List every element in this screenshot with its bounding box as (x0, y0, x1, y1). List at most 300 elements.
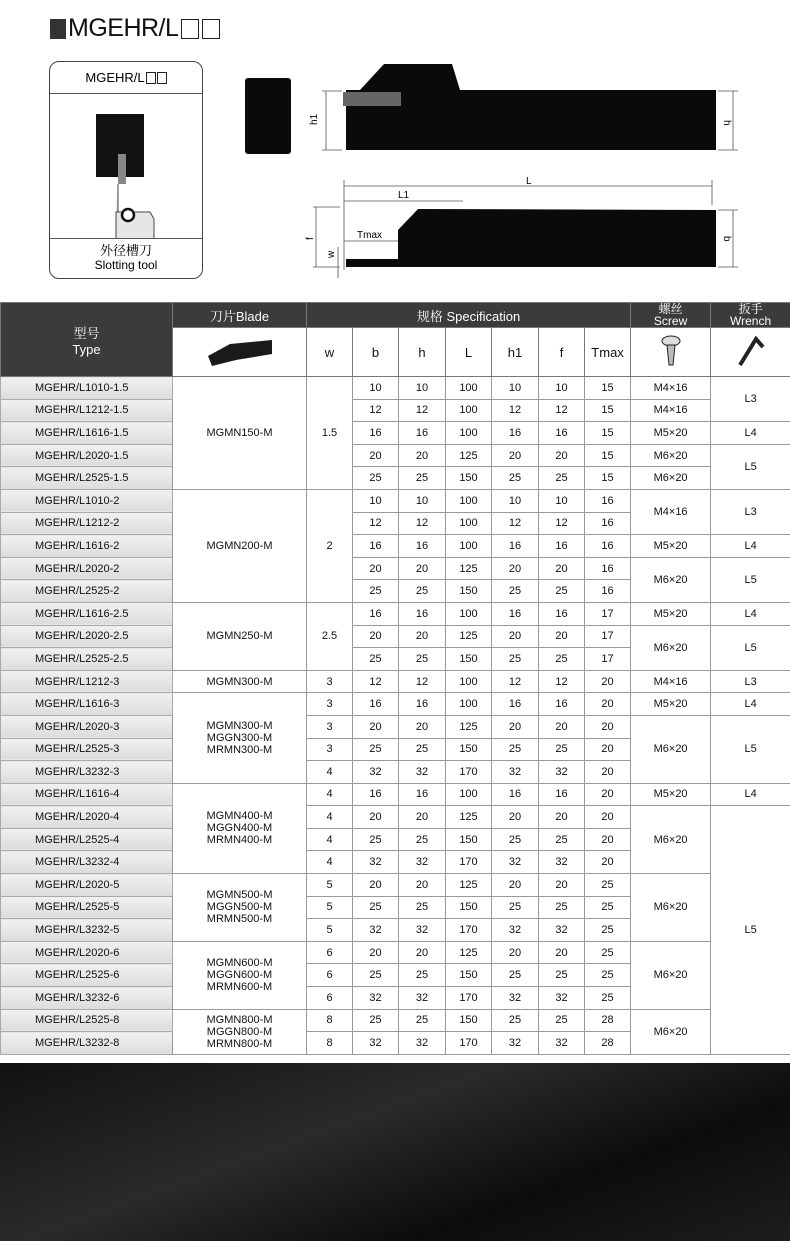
wrench-cell: L3 (711, 670, 790, 693)
spec-cell: 16 (585, 557, 631, 580)
spec-cell: 12 (353, 399, 399, 422)
spec-cell: 25 (399, 580, 446, 603)
wrench-cell: L4 (711, 693, 790, 716)
dim-tmax: Tmax (357, 230, 382, 241)
type-cell: MGEHR/L3232-8 (1, 1032, 173, 1055)
type-cell: MGEHR/L1010-2 (1, 489, 173, 512)
spec-cell: 20 (353, 557, 399, 580)
spec-cell: 25 (353, 964, 399, 987)
w-cell: 4 (307, 761, 353, 784)
spec-cell: 20 (539, 557, 585, 580)
spec-cell: 25 (539, 1009, 585, 1032)
spec-cell: 20 (399, 715, 446, 738)
spec-cell: 32 (353, 987, 399, 1010)
type-cell: MGEHR/L2525-2 (1, 580, 173, 603)
dim-b: b (721, 236, 732, 242)
spec-cell: 25 (492, 1009, 539, 1032)
spec-cell: 16 (539, 422, 585, 445)
spec-cell: 15 (585, 377, 631, 400)
spec-cell: 12 (492, 399, 539, 422)
spec-cell: 150 (446, 648, 492, 671)
spec-cell: 25 (492, 738, 539, 761)
screw-cell: M6×20 (631, 1009, 711, 1054)
blade-cell: MGMN800-M MGGN800-M MRMN800-M (173, 1009, 307, 1054)
wrench-cell: L5 (711, 715, 790, 783)
screw-cell: M6×20 (631, 444, 711, 467)
screw-cell: M4×16 (631, 377, 711, 400)
type-cell: MGEHR/L1010-1.5 (1, 377, 173, 400)
spec-cell: 170 (446, 1032, 492, 1055)
table-row (1, 557, 790, 580)
spec-cell: 25 (399, 828, 446, 851)
type-cell: MGEHR/L1616-4 (1, 783, 173, 806)
w-cell: 4 (307, 806, 353, 829)
spec-cell: 16 (492, 602, 539, 625)
spec-cell: 170 (446, 851, 492, 874)
spec-cell: 150 (446, 896, 492, 919)
spec-cell: 25 (585, 964, 631, 987)
blade-cell: MGMN500-M MGGN500-M MRMN500-M (173, 874, 307, 942)
spec-cell: 20 (539, 941, 585, 964)
type-cell: MGEHR/L3232-5 (1, 919, 173, 942)
spec-cell: 28 (585, 1009, 631, 1032)
spec-cell: 10 (399, 377, 446, 400)
spec-cell: 25 (353, 648, 399, 671)
screw-cell: M6×20 (631, 941, 711, 1009)
dim-f: f (305, 237, 316, 240)
spec-cell: 16 (492, 535, 539, 558)
table-row (1, 625, 790, 648)
spec-cell: 32 (399, 987, 446, 1010)
spec-cell: 12 (353, 512, 399, 535)
spec-cell: 20 (353, 941, 399, 964)
spec-cell: 32 (539, 851, 585, 874)
spec-cell: 25 (492, 467, 539, 490)
table-row (1, 399, 790, 422)
spec-cell: 100 (446, 693, 492, 716)
spec-cell: 100 (446, 535, 492, 558)
spec-cell: 100 (446, 377, 492, 400)
spec-table (0, 302, 790, 1055)
spec-cell: 16 (353, 422, 399, 445)
spec-cell: 16 (353, 602, 399, 625)
spec-cell: 100 (446, 512, 492, 535)
spec-cell: 100 (446, 399, 492, 422)
spec-cell: 20 (585, 806, 631, 829)
spec-cell: 100 (446, 602, 492, 625)
type-cell: MGEHR/L2020-2 (1, 557, 173, 580)
dim-L: L (526, 176, 532, 187)
spec-cell: 32 (399, 919, 446, 942)
type-cell: MGEHR/L2020-2.5 (1, 625, 173, 648)
spec-cell: 32 (399, 851, 446, 874)
type-cell: MGEHR/L1212-1.5 (1, 399, 173, 422)
spec-cell: 15 (585, 467, 631, 490)
spec-cell: 20 (585, 738, 631, 761)
spec-cell: 125 (446, 444, 492, 467)
screw-cell: M5×20 (631, 535, 711, 558)
blade-cell: MGMN250-M (173, 602, 307, 670)
w-cell: 5 (307, 896, 353, 919)
spec-cell: 20 (585, 851, 631, 874)
spec-cell: 150 (446, 467, 492, 490)
type-cell: MGEHR/L1212-2 (1, 512, 173, 535)
spec-cell: 32 (353, 1032, 399, 1055)
spec-cell: 125 (446, 941, 492, 964)
spec-cell: 32 (492, 1032, 539, 1055)
spec-cell: 20 (399, 625, 446, 648)
spec-cell: 100 (446, 422, 492, 445)
spec-cell: 20 (492, 715, 539, 738)
table-row (1, 602, 790, 625)
spec-cell: 20 (585, 715, 631, 738)
side-view (346, 64, 716, 150)
spec-cell: 20 (353, 625, 399, 648)
spec-cell: 16 (539, 535, 585, 558)
spec-cell: 17 (585, 602, 631, 625)
wrench-cell: L4 (711, 422, 790, 445)
spec-cell: 25 (399, 648, 446, 671)
spec-cell: 32 (399, 761, 446, 784)
w-cell: 3 (307, 738, 353, 761)
col-L: L (446, 328, 492, 377)
spec-cell: 32 (492, 987, 539, 1010)
table-row (1, 874, 790, 897)
spec-cell: 25 (539, 964, 585, 987)
screw-icon (631, 328, 711, 377)
dim-h1: h1 (309, 113, 320, 125)
spec-cell: 10 (539, 377, 585, 400)
spec-cell: 25 (353, 580, 399, 603)
spec-cell: 16 (399, 422, 446, 445)
spec-cell: 170 (446, 919, 492, 942)
screw-cell: M6×20 (631, 715, 711, 783)
w-cell: 1.5 (307, 377, 353, 490)
spec-cell: 20 (353, 715, 399, 738)
w-cell: 2.5 (307, 602, 353, 670)
spec-cell: 25 (539, 580, 585, 603)
spec-cell: 20 (399, 557, 446, 580)
spec-cell: 20 (399, 874, 446, 897)
spec-cell: 25 (492, 580, 539, 603)
col-f: f (539, 328, 585, 377)
blade-cell: MGMN300-M (173, 670, 307, 693)
spec-cell: 25 (399, 896, 446, 919)
spec-cell: 16 (353, 535, 399, 558)
spec-cell: 16 (539, 783, 585, 806)
top-view (346, 209, 716, 267)
spec-cell: 16 (353, 783, 399, 806)
spec-cell: 170 (446, 987, 492, 1010)
spec-cell: 12 (353, 670, 399, 693)
spec-cell: 32 (492, 919, 539, 942)
spec-cell: 10 (492, 489, 539, 512)
col-h1: h1 (492, 328, 539, 377)
spec-cell: 125 (446, 806, 492, 829)
spec-cell: 16 (492, 693, 539, 716)
card-title: MGEHR/L (85, 70, 145, 85)
type-cell: MGEHR/L3232-6 (1, 987, 173, 1010)
spec-cell: 150 (446, 964, 492, 987)
spec-cell: 10 (539, 489, 585, 512)
type-cell: MGEHR/L2020-6 (1, 941, 173, 964)
spec-cell: 25 (585, 987, 631, 1010)
type-cell: MGEHR/L2525-5 (1, 896, 173, 919)
w-cell: 8 (307, 1009, 353, 1032)
spec-cell: 20 (539, 874, 585, 897)
spec-cell: 16 (353, 693, 399, 716)
spec-cell: 32 (539, 761, 585, 784)
type-cell: MGEHR/L2525-6 (1, 964, 173, 987)
w-cell: 4 (307, 851, 353, 874)
spec-cell: 20 (353, 806, 399, 829)
spec-cell: 25 (585, 919, 631, 942)
spec-cell: 17 (585, 648, 631, 671)
type-cell: MGEHR/L2020-4 (1, 806, 173, 829)
screw-cell: M6×20 (631, 874, 711, 942)
spec-cell: 25 (399, 467, 446, 490)
table-row (1, 806, 790, 829)
spec-cell: 100 (446, 670, 492, 693)
spec-cell: 25 (539, 896, 585, 919)
spec-cell: 16 (585, 535, 631, 558)
spec-cell: 25 (539, 467, 585, 490)
wrench-cell: L5 (711, 625, 790, 670)
screw-cell: M6×20 (631, 625, 711, 670)
w-cell: 6 (307, 941, 353, 964)
table-row (1, 941, 790, 964)
spec-cell: 25 (492, 964, 539, 987)
table-row (1, 377, 790, 400)
blade-cell: MGMN300-M MGGN300-M MRMN300-M (173, 693, 307, 783)
spec-cell: 12 (492, 512, 539, 535)
col-tmax: Tmax (585, 328, 631, 377)
spec-cell: 100 (446, 783, 492, 806)
type-cell: MGEHR/L2020-3 (1, 715, 173, 738)
spec-cell: 25 (399, 1009, 446, 1032)
spec-cell: 17 (585, 625, 631, 648)
spec-cell: 10 (353, 377, 399, 400)
spec-cell: 150 (446, 738, 492, 761)
spec-cell: 20 (492, 625, 539, 648)
table-row (1, 715, 790, 738)
w-cell: 5 (307, 874, 353, 897)
blade-cell: MGMN400-M MGGN400-M MRMN400-M (173, 783, 307, 873)
spec-cell: 20 (492, 557, 539, 580)
type-cell: MGEHR/L3232-4 (1, 851, 173, 874)
header-spec: 规格 Specification (307, 303, 631, 328)
spec-cell: 15 (585, 399, 631, 422)
wrench-cell: L5 (711, 806, 790, 1055)
wrench-cell: L5 (711, 557, 790, 602)
spec-cell: 12 (399, 512, 446, 535)
spec-cell: 20 (539, 444, 585, 467)
blade-image (173, 328, 307, 377)
type-cell: MGEHR/L2525-8 (1, 1009, 173, 1032)
spec-cell: 20 (585, 828, 631, 851)
spec-cell: 32 (353, 851, 399, 874)
blade-cell: MGMN150-M (173, 377, 307, 490)
dimension-drawings (0, 0, 790, 300)
spec-cell: 10 (492, 377, 539, 400)
wrench-cell: L4 (711, 602, 790, 625)
spec-cell: 25 (353, 896, 399, 919)
spec-cell: 16 (492, 422, 539, 445)
table-row (1, 444, 790, 467)
spec-cell: 32 (492, 761, 539, 784)
table-row (1, 1009, 790, 1032)
spec-cell: 20 (492, 941, 539, 964)
type-cell: MGEHR/L2525-3 (1, 738, 173, 761)
spec-cell: 12 (399, 670, 446, 693)
spec-cell: 25 (353, 828, 399, 851)
spec-cell: 10 (399, 489, 446, 512)
spec-cell: 15 (585, 422, 631, 445)
spec-cell: 25 (539, 648, 585, 671)
w-cell: 4 (307, 783, 353, 806)
spec-cell: 16 (585, 489, 631, 512)
screw-cell: M4×16 (631, 399, 711, 422)
spec-cell: 25 (353, 467, 399, 490)
spec-cell: 16 (585, 512, 631, 535)
table-row (1, 422, 790, 445)
spec-cell: 25 (399, 964, 446, 987)
table-row (1, 670, 790, 693)
spec-cell: 12 (539, 670, 585, 693)
spec-cell: 20 (585, 670, 631, 693)
spec-cell: 20 (585, 693, 631, 716)
spec-cell: 20 (492, 444, 539, 467)
w-cell: 3 (307, 715, 353, 738)
spec-cell: 32 (492, 851, 539, 874)
type-cell: MGEHR/L1212-3 (1, 670, 173, 693)
dim-w: w (326, 250, 337, 258)
type-cell: MGEHR/L2525-2.5 (1, 648, 173, 671)
spec-cell: 12 (539, 512, 585, 535)
type-cell: MGEHR/L2020-1.5 (1, 444, 173, 467)
wrench-icon (711, 328, 790, 377)
spec-cell: 16 (585, 580, 631, 603)
spec-cell: 20 (539, 806, 585, 829)
type-cell: MGEHR/L2020-5 (1, 874, 173, 897)
screw-cell: M5×20 (631, 422, 711, 445)
wrench-cell: L4 (711, 535, 790, 558)
spec-cell: 15 (585, 444, 631, 467)
type-cell: MGEHR/L1616-2.5 (1, 602, 173, 625)
end-view (245, 78, 291, 154)
label-en: Slotting tool (94, 258, 158, 272)
type-cell: MGEHR/L1616-2 (1, 535, 173, 558)
spec-cell: 25 (492, 896, 539, 919)
blade-cell: MGMN200-M (173, 489, 307, 602)
spec-cell: 32 (539, 987, 585, 1010)
spec-cell: 10 (353, 489, 399, 512)
spec-cell: 125 (446, 874, 492, 897)
header-type: 型号 Type (1, 303, 173, 377)
dark-footer-background (0, 1063, 790, 1241)
header-wrench: 扳手 Wrench (711, 303, 790, 328)
w-cell: 4 (307, 828, 353, 851)
table-row (1, 489, 790, 512)
spec-cell: 150 (446, 580, 492, 603)
w-cell: 3 (307, 670, 353, 693)
screw-cell: M6×20 (631, 557, 711, 602)
w-cell: 6 (307, 987, 353, 1010)
col-b: b (353, 328, 399, 377)
spec-cell: 25 (399, 738, 446, 761)
screw-cell: M5×20 (631, 602, 711, 625)
spec-cell: 12 (539, 399, 585, 422)
w-cell: 5 (307, 919, 353, 942)
spec-cell: 20 (492, 806, 539, 829)
spec-cell: 16 (399, 602, 446, 625)
spec-cell: 32 (539, 1032, 585, 1055)
type-cell: MGEHR/L1616-1.5 (1, 422, 173, 445)
spec-cell: 20 (585, 761, 631, 784)
spec-cell: 25 (492, 828, 539, 851)
spec-cell: 16 (399, 693, 446, 716)
header-screw: 螺丝 Screw (631, 303, 711, 328)
spec-cell: 20 (585, 783, 631, 806)
spec-cell: 25 (353, 738, 399, 761)
w-cell: 8 (307, 1032, 353, 1055)
wrench-cell: L3 (711, 377, 790, 422)
spec-cell: 20 (399, 941, 446, 964)
screw-cell: M5×20 (631, 693, 711, 716)
spec-cell: 16 (539, 693, 585, 716)
spec-cell: 32 (539, 919, 585, 942)
spec-cell: 20 (399, 806, 446, 829)
spec-cell: 32 (353, 919, 399, 942)
page-title: MGEHR/L (50, 14, 220, 43)
screw-cell: M4×16 (631, 489, 711, 534)
wrench-cell: L4 (711, 783, 790, 806)
spec-cell: 32 (399, 1032, 446, 1055)
blade-cell: MGMN600-M MGGN600-M MRMN600-M (173, 941, 307, 1009)
spec-cell: 16 (399, 535, 446, 558)
screw-cell: M6×20 (631, 467, 711, 490)
type-cell: MGEHR/L3232-3 (1, 761, 173, 784)
spec-cell: 20 (353, 874, 399, 897)
spec-cell: 25 (539, 738, 585, 761)
spec-cell: 150 (446, 1009, 492, 1032)
spec-cell: 170 (446, 761, 492, 784)
spec-cell: 12 (492, 670, 539, 693)
spec-cell: 20 (492, 874, 539, 897)
spec-cell: 20 (353, 444, 399, 467)
w-cell: 6 (307, 964, 353, 987)
spec-cell: 25 (353, 1009, 399, 1032)
table-row (1, 693, 790, 716)
spec-cell: 25 (492, 648, 539, 671)
spec-cell: 12 (399, 399, 446, 422)
spec-cell: 16 (492, 783, 539, 806)
w-cell: 2 (307, 489, 353, 602)
screw-cell: M6×20 (631, 806, 711, 874)
spec-cell: 16 (539, 602, 585, 625)
type-cell: MGEHR/L2525-1.5 (1, 467, 173, 490)
wrench-cell: L3 (711, 489, 790, 534)
label-cn: 外径槽刀 (99, 243, 152, 258)
header-blade: 刀片Blade (173, 303, 307, 328)
spec-cell: 125 (446, 557, 492, 580)
spec-cell: 100 (446, 489, 492, 512)
spec-cell: 20 (399, 444, 446, 467)
dim-L1: L1 (398, 190, 410, 201)
screw-cell: M5×20 (631, 783, 711, 806)
spec-cell: 20 (539, 715, 585, 738)
col-w: w (307, 328, 353, 377)
